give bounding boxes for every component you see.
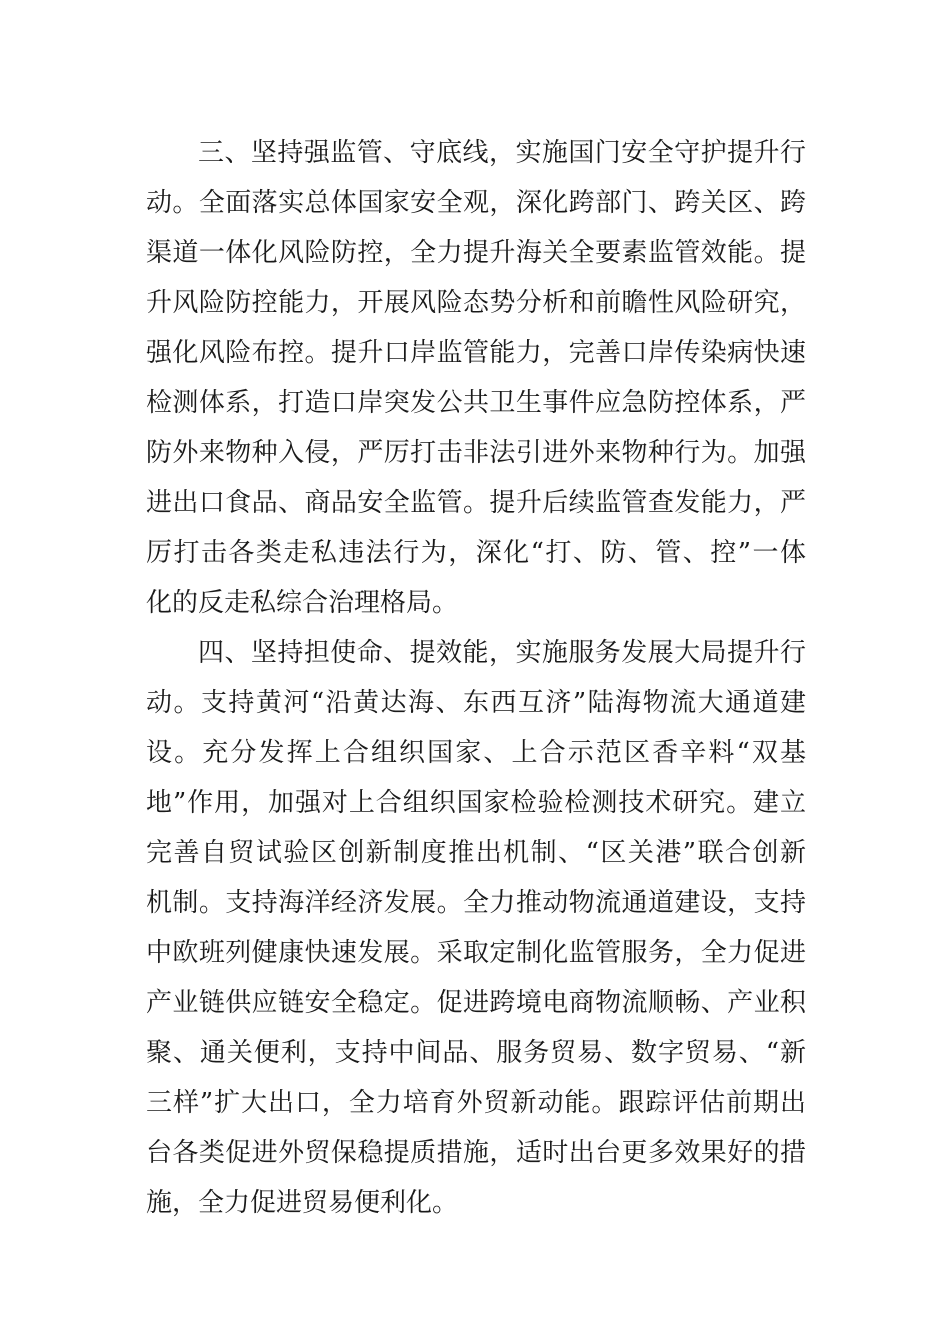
text-line: 厉打击各类走私违法行为，深化“打、防、管、控”一体 [146,538,806,568]
body-text [146,128,806,1228]
text-line: 施，全力促进贸易便利化。 [146,1188,459,1218]
paragraph-section-three [146,128,806,628]
text-line: 台各类促进外贸保稳提质措施，适时出台更多效果好的措 [146,1138,806,1168]
text-line: 三、坚持强监管、守底线，实施国门安全守护提升行 [198,138,806,168]
text-line: 聚、通关便利，支持中间品、服务贸易、数字贸易、“新 [146,1038,806,1068]
text-line: 完善自贸试验区创新制度推出机制、“区关港”联合创新 [146,838,806,868]
text-line: 动。支持黄河“沿黄达海、东西互济”陆海物流大通道建 [146,688,806,718]
text-line: 检测体系，打造口岸突发公共卫生事件应急防控体系，严 [146,388,806,418]
text-line: 机制。支持海洋经济发展。全力推动物流通道建设，支持 [146,888,806,918]
text-line: 强化风险布控。提升口岸监管能力，完善口岸传染病快速 [146,338,806,368]
paragraph-section-four [146,628,806,1228]
text-line: 设。充分发挥上合组织国家、上合示范区香辛料“双基 [146,738,806,768]
text-line: 升风险防控能力，开展风险态势分析和前瞻性风险研究， [146,288,806,318]
text-line: 四、坚持担使命、提效能，实施服务发展大局提升行 [198,638,806,668]
text-line: 产业链供应链安全稳定。促进跨境电商物流顺畅、产业积 [146,988,806,1018]
text-line: 化的反走私综合治理格局。 [146,588,459,618]
text-line: 三样”扩大出口，全力培育外贸新动能。跟踪评估前期出 [146,1088,806,1118]
text-line: 地”作用，加强对上合组织国家检验检测技术研究。建立 [146,788,806,818]
text-line: 中欧班列健康快速发展。采取定制化监管服务，全力促进 [146,938,806,968]
text-line: 动。全面落实总体国家安全观，深化跨部门、跨关区、跨 [146,188,806,218]
text-line: 防外来物种入侵，严厉打击非法引进外来物种行为。加强 [146,438,806,468]
text-line: 进出口食品、商品安全监管。提升后续监管查发能力，严 [146,488,806,518]
text-line: 渠道一体化风险防控，全力提升海关全要素监管效能。提 [146,238,806,268]
